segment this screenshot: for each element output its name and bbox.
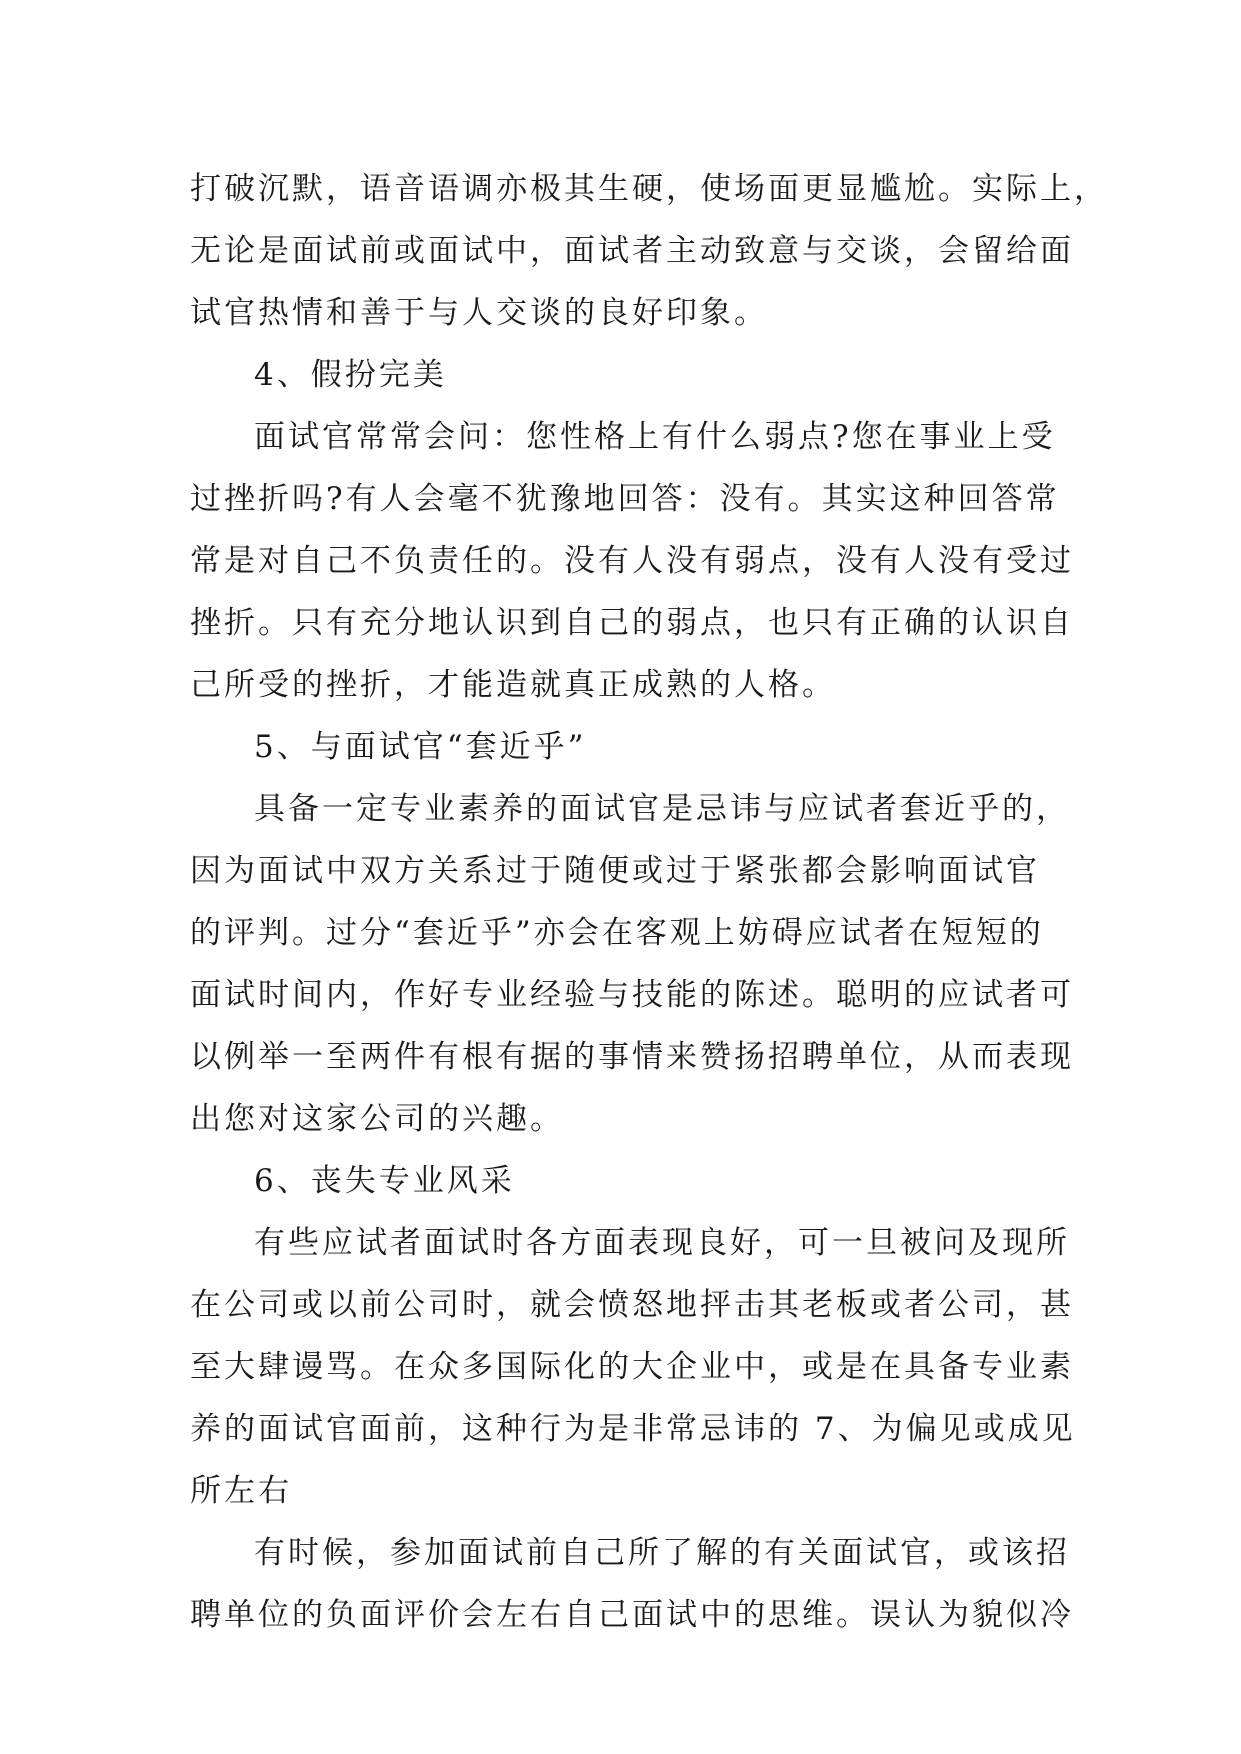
text-line: 聘单位的负面评价会左右自己面试中的思维。误认为貌似冷 bbox=[190, 1597, 1074, 1633]
text-line: 具备一定专业素养的面试官是忌讳与应试者套近乎的， bbox=[254, 791, 1070, 827]
document-body bbox=[190, 158, 1108, 1646]
text-line: 己所受的挫折，才能造就真正成熟的人格。 bbox=[190, 667, 836, 703]
text-line: 所左右 bbox=[190, 1473, 292, 1509]
section-heading: 6、丧失专业风采 bbox=[254, 1163, 515, 1199]
text-line: 有些应试者面试时各方面表现良好，可一旦被问及现所 bbox=[254, 1225, 1070, 1261]
text-line: 在公司或以前公司时，就会愤怒地抨击其老板或者公司，甚 bbox=[190, 1287, 1074, 1323]
text-line: 养的面试官面前，这种行为是非常忌讳的 7、为偏见或成见 bbox=[190, 1411, 1076, 1447]
text-line: 过挫折吗?有人会毫不犹豫地回答：没有。其实这种回答常 bbox=[190, 481, 1060, 517]
text-line: 面试官常常会问：您性格上有什么弱点?您在事业上受 bbox=[254, 419, 1056, 455]
text-line: 打破沉默，语音语调亦极其生硬，使场面更显尴尬。实际上， bbox=[190, 171, 1108, 207]
section-heading: 4、假扮完美 bbox=[254, 357, 447, 393]
text-line: 至大肆谩骂。在众多国际化的大企业中，或是在具备专业素 bbox=[190, 1349, 1074, 1385]
text-line: 因为面试中双方关系过于随便或过于紧张都会影响面试官 bbox=[190, 853, 1040, 889]
section-heading: 5、与面试官“套近乎” bbox=[254, 729, 587, 765]
text-line: 以例举一至两件有根有据的事情来赞扬招聘单位，从而表现 bbox=[190, 1039, 1074, 1075]
text-line: 挫折。只有充分地认识到自己的弱点，也只有正确的认识自 bbox=[190, 605, 1074, 641]
text-line: 的评判。过分“套近乎”亦会在客观上妨碍应试者在短短的 bbox=[190, 915, 1044, 951]
text-line: 有时候，参加面试前自己所了解的有关面试官，或该招 bbox=[254, 1535, 1070, 1571]
text-line: 无论是面试前或面试中，面试者主动致意与交谈，会留给面 bbox=[190, 233, 1074, 269]
text-line: 出您对这家公司的兴趣。 bbox=[190, 1101, 564, 1137]
text-line: 试官热情和善于与人交谈的良好印象。 bbox=[190, 295, 768, 331]
text-line: 面试时间内，作好专业经验与技能的陈述。聪明的应试者可 bbox=[190, 977, 1074, 1013]
text-line: 常是对自己不负责任的。没有人没有弱点，没有人没有受过 bbox=[190, 543, 1074, 579]
